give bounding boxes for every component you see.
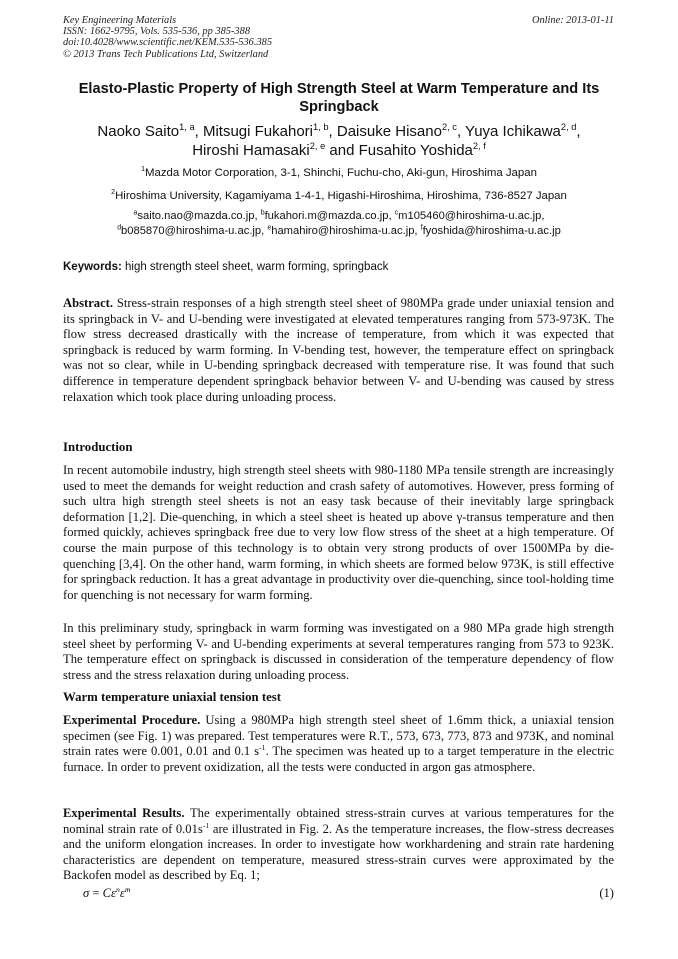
paper-title: Elasto-Plastic Property of High Strength Steel at Warm Temperature and Its Springback [78,81,600,115]
email: $^f$fyoshida@hiroshima-u.ac.jp [420,224,561,237]
warm-test-heading: Warm temperature uniaxial tension test [63,690,281,704]
author: Naoko Saito$^{1, a}$ [97,122,195,140]
author: Daisuke Hisano$^{2, c}$ [336,122,457,140]
keywords [63,261,615,273]
abstract [63,296,614,405]
online-date: Online: 2013-01-11 [531,15,614,26]
email-list: $^a$saito.nao@mazda.co.jp, $^b$fukahori.m@mazda.co.jp, $^c$m105460@hiroshima-u.ac.jp, $^d$b085870@hiroshima-u.ac.jp, $^e$hamahiro@hiroshima-u.ac.jp, $^f$fyoshida@hiroshima-u.ac.jp [117,209,561,237]
author: Yuya Ichikawa$^{2, d}$ [465,122,577,140]
introduction-paragraph-1: In recent automobile industry, high strength steel sheets with 980-1180 MPa tensile strength are increasingly used to meet the demands for weight reduction and crash safety of automotives. However, press forming of such ultra high strength steel sheets is not an easy task because of their inevitably large springback deformation [1,2]. Die-quenching, in which a steel sheet is heated up above γ-transus temperature and then formed quickly, achieves springback free due to very low flow stress of the sheet at a high temperature. Of course the main purpose of this technology is to obtain very strong products of over 1500MPa by die-quenching [3,4]. On the other hand, warm forming, in which sheets are formed below 973K, is still effective for springback reduction. It has a great advantage in productivity over die-quenching, since tool-holding time for quenching is not necessary for warm forming. [63,463,614,602]
abstract-text: Stress-strain responses of a high strength steel sheet of 980MPa grade under uniaxial tension and its springback in V- and U-bending were investigated at elevated temperatures ranging from 573-973K. The flow stress decreased drastically with the increase of temperature, from which it was expected that springback is reduced by warm forming. In V-bending test, however, the temperature effect on springback was not so clear, while in U-bending springback decreased with temperature rise. It was found that such difference in temperature dependent springback behavior between V- and U-bending was caused by stress relaxation which took place during unloading process. [63,296,614,404]
author: Fusahito Yoshida$^{2, f}$ [358,141,486,159]
affiliation-1: $^1$Mazda Motor Corporation, 3-1, Shinchi, Fuchu-cho, Aki-gun, Hiroshima Japan [141,166,537,179]
copyright-line: © 2013 Trans Tech Publications Ltd, Switzerland [63,48,269,60]
email: $^c$m105460@hiroshima-u.ac.jp [394,209,542,222]
email: $^e$hamahiro@hiroshima-u.ac.jp [267,224,415,237]
email: $^b$fukahori.m@mazda.co.jp [260,209,389,222]
journal-header [63,15,272,60]
equation-number: (1) [599,886,614,900]
experimental-procedure: Experimental Procedure. Using a 980MPa high strength steel sheet of 1.6mm thick, a uniaxial tension specimen (see Fig. 1) was prepared. Test temperatures were R.T., 573, 673, 773, 873 and 973K, and nominal strain rates were 0.001, 0.01 and 0.1 $s^{-1}$. The specimen was heated up to a target temperature in the electric furnace. In order to prevent oxidization, all the tests were conducted in argon gas atmosphere. [63,713,614,774]
email: $^d$b085870@hiroshima-u.ac.jp [117,224,262,237]
journal-name: Key Engineering Materials [63,15,177,26]
abstract-label: Abstract. [63,296,114,310]
email: $^a$saito.nao@mazda.co.jp [133,209,255,222]
issn-line: ISSN: 1662-9795, Vols. 535-536, pp 385-388 [63,26,251,38]
keywords-text: high strength steel sheet, warm forming, springback [125,261,389,273]
author-list: Naoko Saito$^{1, a}$, Mitsugi Fukahori$^{1, b}$, Daisuke Hisano$^{2, c}$, Yuya Ichikawa$^{2, d}$, Hiroshi Hamasaki$^{2, e}$ and Fusahito Yoshida$^{2, f}$ [97,122,581,159]
keywords-label: Keywords: [63,261,122,273]
procedure-label: Experimental Procedure. [63,713,201,727]
introduction-heading: Introduction [63,440,133,454]
experimental-results: Experimental Results. The experimentally obtained stress-strain curves at various temperatures for the nominal strain rate of $0.01s^{-1}$ are illustrated in Fig. 2. As the temperature increases, the flow-stress decreases and the uniform elongation increases. In order to investigate how workhardening and strain rate hardening characteristics are dependent on temperature, measured stress-strain curves were approximated by the Backofen model as described by Eq. 1; [63,806,615,883]
doi-line: doi:10.4028/www.scientific.net/KEM.535-536.385 [63,37,273,49]
results-label: Experimental Results. [63,806,185,820]
backofen-formula: $\sigma = C\varepsilon^n\varepsiloṅ^m$ [83,884,131,900]
author: Mitsugi Fukahori$^{1, b}$ [202,122,329,140]
affiliation-2: $^2$Hiroshima University, Kagamiyama 1-4-1, Higashi-Hiroshima, Hiroshima, 736-8527 Japan [111,189,567,202]
introduction-paragraph-2: In this preliminary study, springback in warm forming was investigated on a 980 MPa grade high strength steel sheet by performing V- and U-bending experiments at several temperatures ranging from 573 to 923K. The temperature effect on springback is discussed in consideration of the temperature dependency of flow stress and the stress relaxation during unloading process. [63,621,614,682]
author: Hiroshi Hamasaki$^{2, e}$ [192,141,326,159]
